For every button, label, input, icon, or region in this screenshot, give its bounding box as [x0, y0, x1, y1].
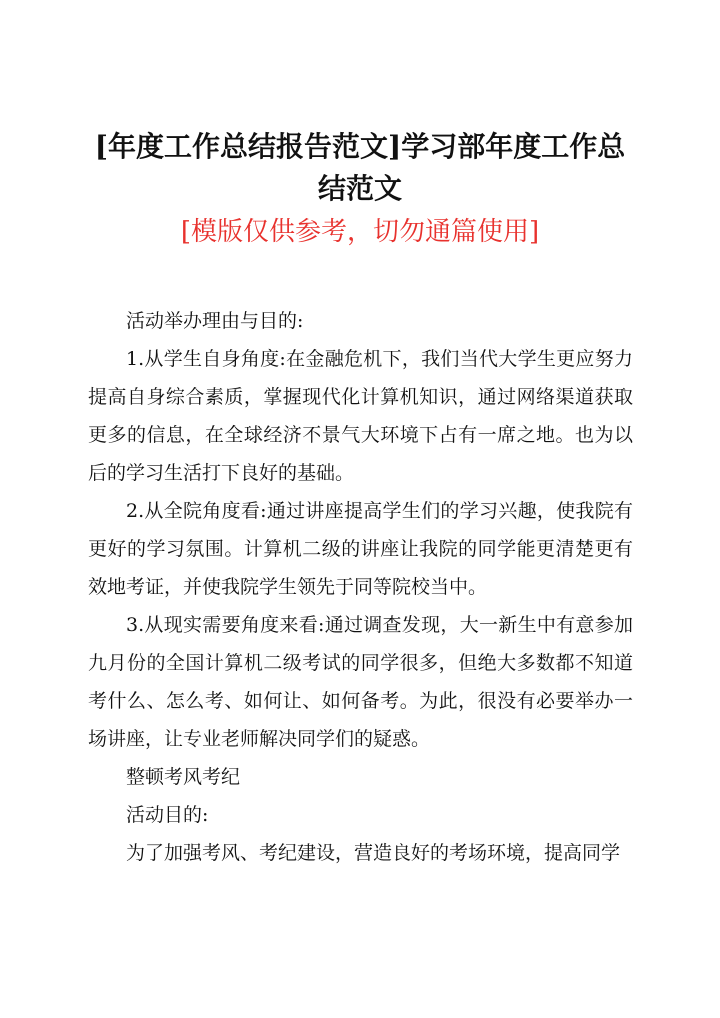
document-subtitle: [模版仅供参考，切勿通篇使用] — [180, 217, 540, 247]
paragraph-purpose-heading: 活动目的: — [126, 804, 209, 826]
document-title: [年度工作总结报告范文]学习部年度工作总结范文 — [94, 130, 626, 205]
paragraph-purpose-text: 为了加强考风、考纪建设，营造良好的考场环境，提高同学 — [126, 842, 621, 864]
paragraph-section-heading: 整顿考风考纪 — [126, 766, 241, 788]
paragraph-point-2: 2.从全院角度看:通过讲座提高学生们的学习兴趣，使我院有更好的学习氛围。计算机二级的讲座让我院的同学能更清楚更有效地考证，并使我院学生领先于同等院校当中。 — [88, 500, 633, 598]
paragraph-point-1: 1.从学生自身角度:在金融危机下，我们当代大学生更应努力提高自身综合素质，掌握现代化计算机知识，通过网络渠道获取更多的信息，在全球经济不景气大环境下占有一席之地。也为以后的学习生活打下良好的基础。 — [88, 348, 633, 484]
paragraph-point-3: 3.从现实需要角度来看:通过调查发现，大一新生中有意参加九月份的全国计算机二级考试的同学很多，但绝大多数都不知道考什么、怎么考、如何让、如何备考。为此，很没有必要举办一场讲座，让专业老师解决同学们的疑惑。 — [88, 614, 633, 750]
document-body — [88, 302, 633, 872]
paragraph-reason-heading: 活动举办理由与目的: — [126, 310, 304, 332]
